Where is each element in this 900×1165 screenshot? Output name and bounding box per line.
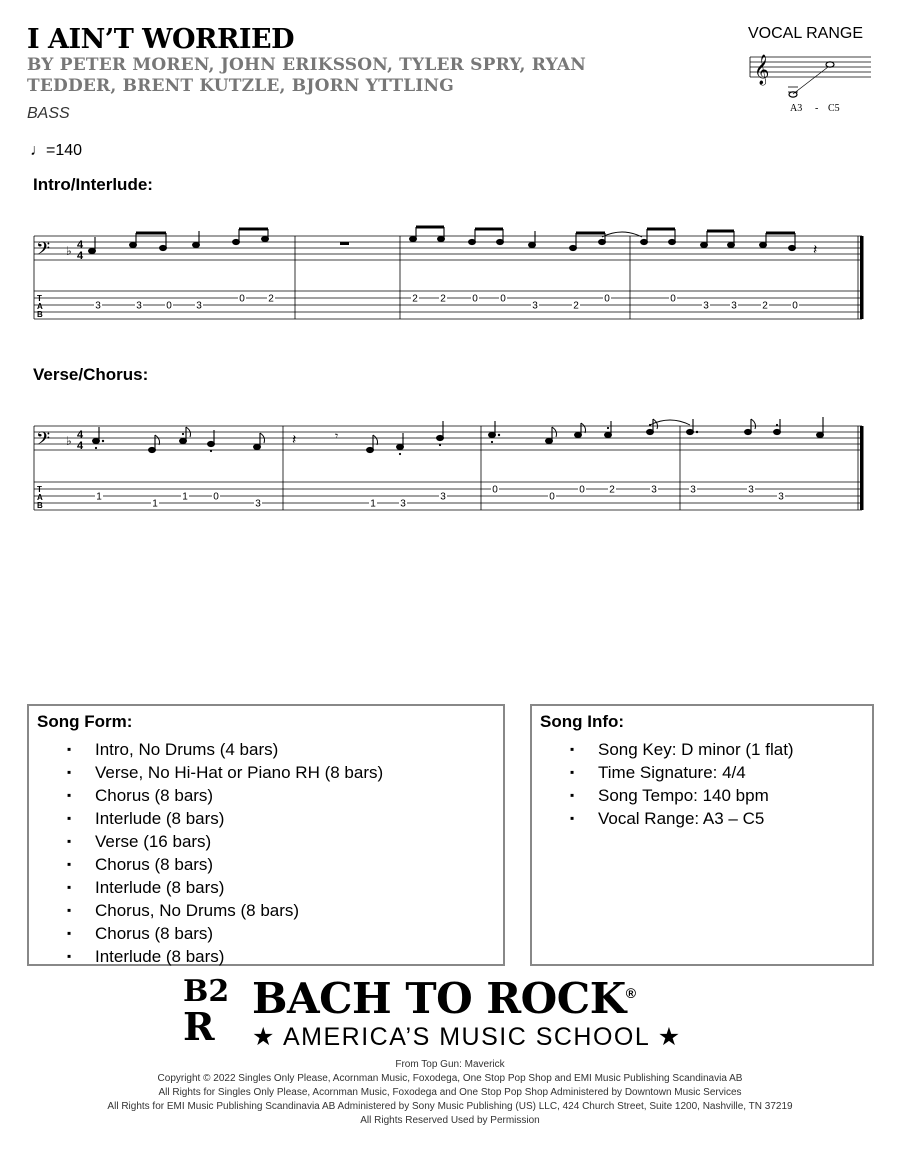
vocal-range-high: C5 — [828, 103, 840, 114]
footer-line: All Rights Reserved Used by Permission — [360, 1115, 540, 1126]
footer-line: From Top Gun: Maverick — [395, 1059, 505, 1070]
bullet-icon: ▪ — [67, 949, 72, 963]
list-item-text: Chorus, No Drums (8 bars) — [95, 901, 300, 920]
tab-fret-number: 2 — [609, 484, 615, 496]
list-item-text: Intro, No Drums (4 bars) — [95, 740, 279, 759]
svg-text:B: B — [37, 310, 43, 319]
bullet-icon: ▪ — [67, 857, 72, 871]
list-item — [37, 945, 495, 968]
list-item — [37, 899, 495, 922]
bullet-icon: ▪ — [67, 834, 72, 848]
tab-fret-number: 2 — [762, 300, 768, 312]
bullet-icon: ▪ — [67, 880, 72, 894]
list-item-text: Interlude (8 bars) — [95, 809, 225, 828]
tab-fret-number: 0 — [492, 484, 498, 496]
tab-fret-number: 3 — [95, 300, 101, 312]
logo-tagline: ★ AMERICA’S MUSIC SCHOOL ★ — [252, 1023, 682, 1051]
list-item-text: Song Tempo: 140 bpm — [598, 786, 769, 805]
list-item-text: Chorus (8 bars) — [95, 786, 214, 805]
verse-notes — [93, 417, 824, 455]
bass-clef-icon: 𝄢 — [36, 428, 51, 453]
bullet-icon: ▪ — [67, 811, 72, 825]
list-item-text: Time Signature: 4/4 — [598, 763, 746, 782]
intro-section-heading: Intro/Interlude: — [33, 175, 153, 194]
list-item — [540, 807, 864, 830]
bullet-icon: ▪ — [67, 788, 72, 802]
svg-text:♭: ♭ — [66, 434, 72, 448]
song-info-heading: Song Info: — [540, 712, 625, 731]
tab-fret-number: 0 — [670, 293, 676, 305]
list-item — [37, 853, 495, 876]
list-item — [37, 922, 495, 945]
svg-text:A: A — [37, 302, 43, 311]
vocal-range-low: A3 — [790, 103, 803, 114]
svg-text:♭: ♭ — [66, 244, 72, 258]
copyright-footer — [0, 1058, 900, 1128]
instrument-label: BASS — [27, 105, 70, 122]
tab-fret-number: 0 — [213, 491, 219, 503]
tab-fret-number: 3 — [532, 300, 538, 312]
tab-fret-number: 0 — [472, 293, 478, 305]
tab-fret-number: 3 — [731, 300, 737, 312]
intro-tab-numbers — [94, 293, 799, 312]
footer-line: All Rights for Singles Only Please, Acornman Music, Foxodega and One Stop Pop Shop Administered by Downtown Music Services — [158, 1087, 742, 1098]
verse-tab-numbers — [95, 484, 785, 510]
svg-text:4: 4 — [77, 440, 84, 452]
tab-fret-number: 0 — [792, 300, 798, 312]
list-item — [37, 807, 495, 830]
bullet-icon: ▪ — [67, 926, 72, 940]
tab-fret-number: 0 — [239, 293, 245, 305]
list-item-text: Verse (16 bars) — [95, 832, 212, 851]
tab-fret-number: 0 — [500, 293, 506, 305]
tab-fret-number: 0 — [166, 300, 172, 312]
tab-fret-number: 2 — [268, 293, 274, 305]
vocal-range-staff — [748, 45, 873, 117]
svg-text:A: A — [37, 493, 43, 502]
svg-text:𝄽: 𝄽 — [292, 431, 297, 447]
list-item-text: Chorus (8 bars) — [95, 924, 214, 943]
list-item — [37, 738, 495, 761]
tab-fret-number: 1 — [182, 491, 188, 503]
footer-line: All Rights for EMI Music Publishing Scandinavia AB Administered by Sony Music Publishing (US) LLC, 424 Church Street, Suite 1200, Nashville, TN 37219 — [107, 1101, 793, 1112]
intro-notation-system — [30, 225, 870, 325]
list-item — [540, 761, 864, 784]
tempo-marking: ♩=140 — [30, 142, 83, 159]
tab-fret-number: 2 — [412, 293, 418, 305]
tab-fret-number: 3 — [690, 484, 696, 496]
tab-fret-number: 0 — [579, 484, 585, 496]
tab-fret-number: 3 — [400, 498, 406, 510]
list-item — [37, 876, 495, 899]
tab-fret-number: 3 — [136, 300, 142, 312]
verse-notation-system — [30, 415, 870, 515]
list-item-text: Interlude (8 bars) — [95, 878, 225, 897]
svg-text:4: 4 — [77, 429, 84, 441]
list-item — [540, 738, 864, 761]
bullet-icon: ▪ — [570, 742, 575, 756]
svg-text:B: B — [37, 501, 43, 510]
song-info-list — [540, 738, 864, 830]
tab-fret-number: 3 — [748, 484, 754, 496]
song-title: I AIN’T WORRIED — [27, 24, 295, 55]
footer-line: Copyright © 2022 Singles Only Please, Acornman Music, Foxodega, One Stop Pop Shop and EMI Music Publishing Scandinavia AB — [157, 1073, 743, 1084]
tab-fret-number: 3 — [778, 491, 784, 503]
bullet-icon: ▪ — [570, 811, 575, 825]
svg-text:T: T — [37, 485, 42, 494]
list-item-text: Chorus (8 bars) — [95, 855, 214, 874]
song-form-heading: Song Form: — [37, 712, 133, 731]
svg-text:4: 4 — [77, 250, 84, 262]
song-form-list — [37, 738, 495, 968]
tab-fret-number: 3 — [196, 300, 202, 312]
b2r-logo-mark: B2 R — [183, 974, 230, 1049]
vocal-range-dash: - — [815, 103, 819, 114]
bullet-icon: ▪ — [67, 742, 72, 756]
svg-text:T: T — [37, 294, 42, 303]
tab-fret-number: 1 — [152, 498, 158, 510]
song-form-panel — [27, 704, 505, 966]
list-item — [37, 761, 495, 784]
bullet-icon: ▪ — [67, 903, 72, 917]
tab-fret-number: 2 — [573, 300, 579, 312]
tab-fret-number: 0 — [549, 491, 555, 503]
tab-fret-number: 3 — [651, 484, 657, 496]
tab-fret-number: 3 — [255, 498, 261, 510]
bullet-icon: ▪ — [570, 788, 575, 802]
bullet-icon: ▪ — [570, 765, 575, 779]
verse-section-heading: Verse/Chorus: — [33, 365, 149, 384]
list-item-text: Song Key: D minor (1 flat) — [598, 740, 794, 759]
list-item-text: Verse, No Hi-Hat or Piano RH (8 bars) — [95, 763, 384, 782]
tab-fret-number: 3 — [440, 491, 446, 503]
tab-fret-number: 2 — [440, 293, 446, 305]
bass-clef-icon: 𝄢 — [36, 238, 51, 263]
list-item — [37, 830, 495, 853]
tab-fret-number: 3 — [703, 300, 709, 312]
svg-text:𝄽: 𝄽 — [813, 241, 818, 257]
list-item — [540, 784, 864, 807]
vocal-range-label: VOCAL RANGE — [748, 25, 863, 42]
list-item — [37, 784, 495, 807]
composer-credits: BY PETER MOREN, JOHN ERIKSSON, TYLER SPRY, RYAN TEDDER, BRENT KUTZLE, BJORN YTTLING — [27, 55, 586, 96]
song-info-panel — [530, 704, 874, 966]
treble-clef-icon: 𝄞 — [754, 54, 770, 84]
tab-fret-number: 1 — [370, 498, 376, 510]
tab-fret-number: 1 — [96, 491, 102, 503]
svg-text:𝄾: 𝄾 — [335, 429, 339, 443]
logo-name: BACH TO ROCK® — [252, 974, 636, 1023]
bullet-icon: ▪ — [67, 765, 72, 779]
list-item-text: Interlude (8 bars) — [95, 947, 225, 966]
tab-fret-number: 0 — [604, 293, 610, 305]
svg-text:4: 4 — [77, 239, 84, 251]
list-item-text: Vocal Range: A3 – C5 — [598, 809, 765, 828]
